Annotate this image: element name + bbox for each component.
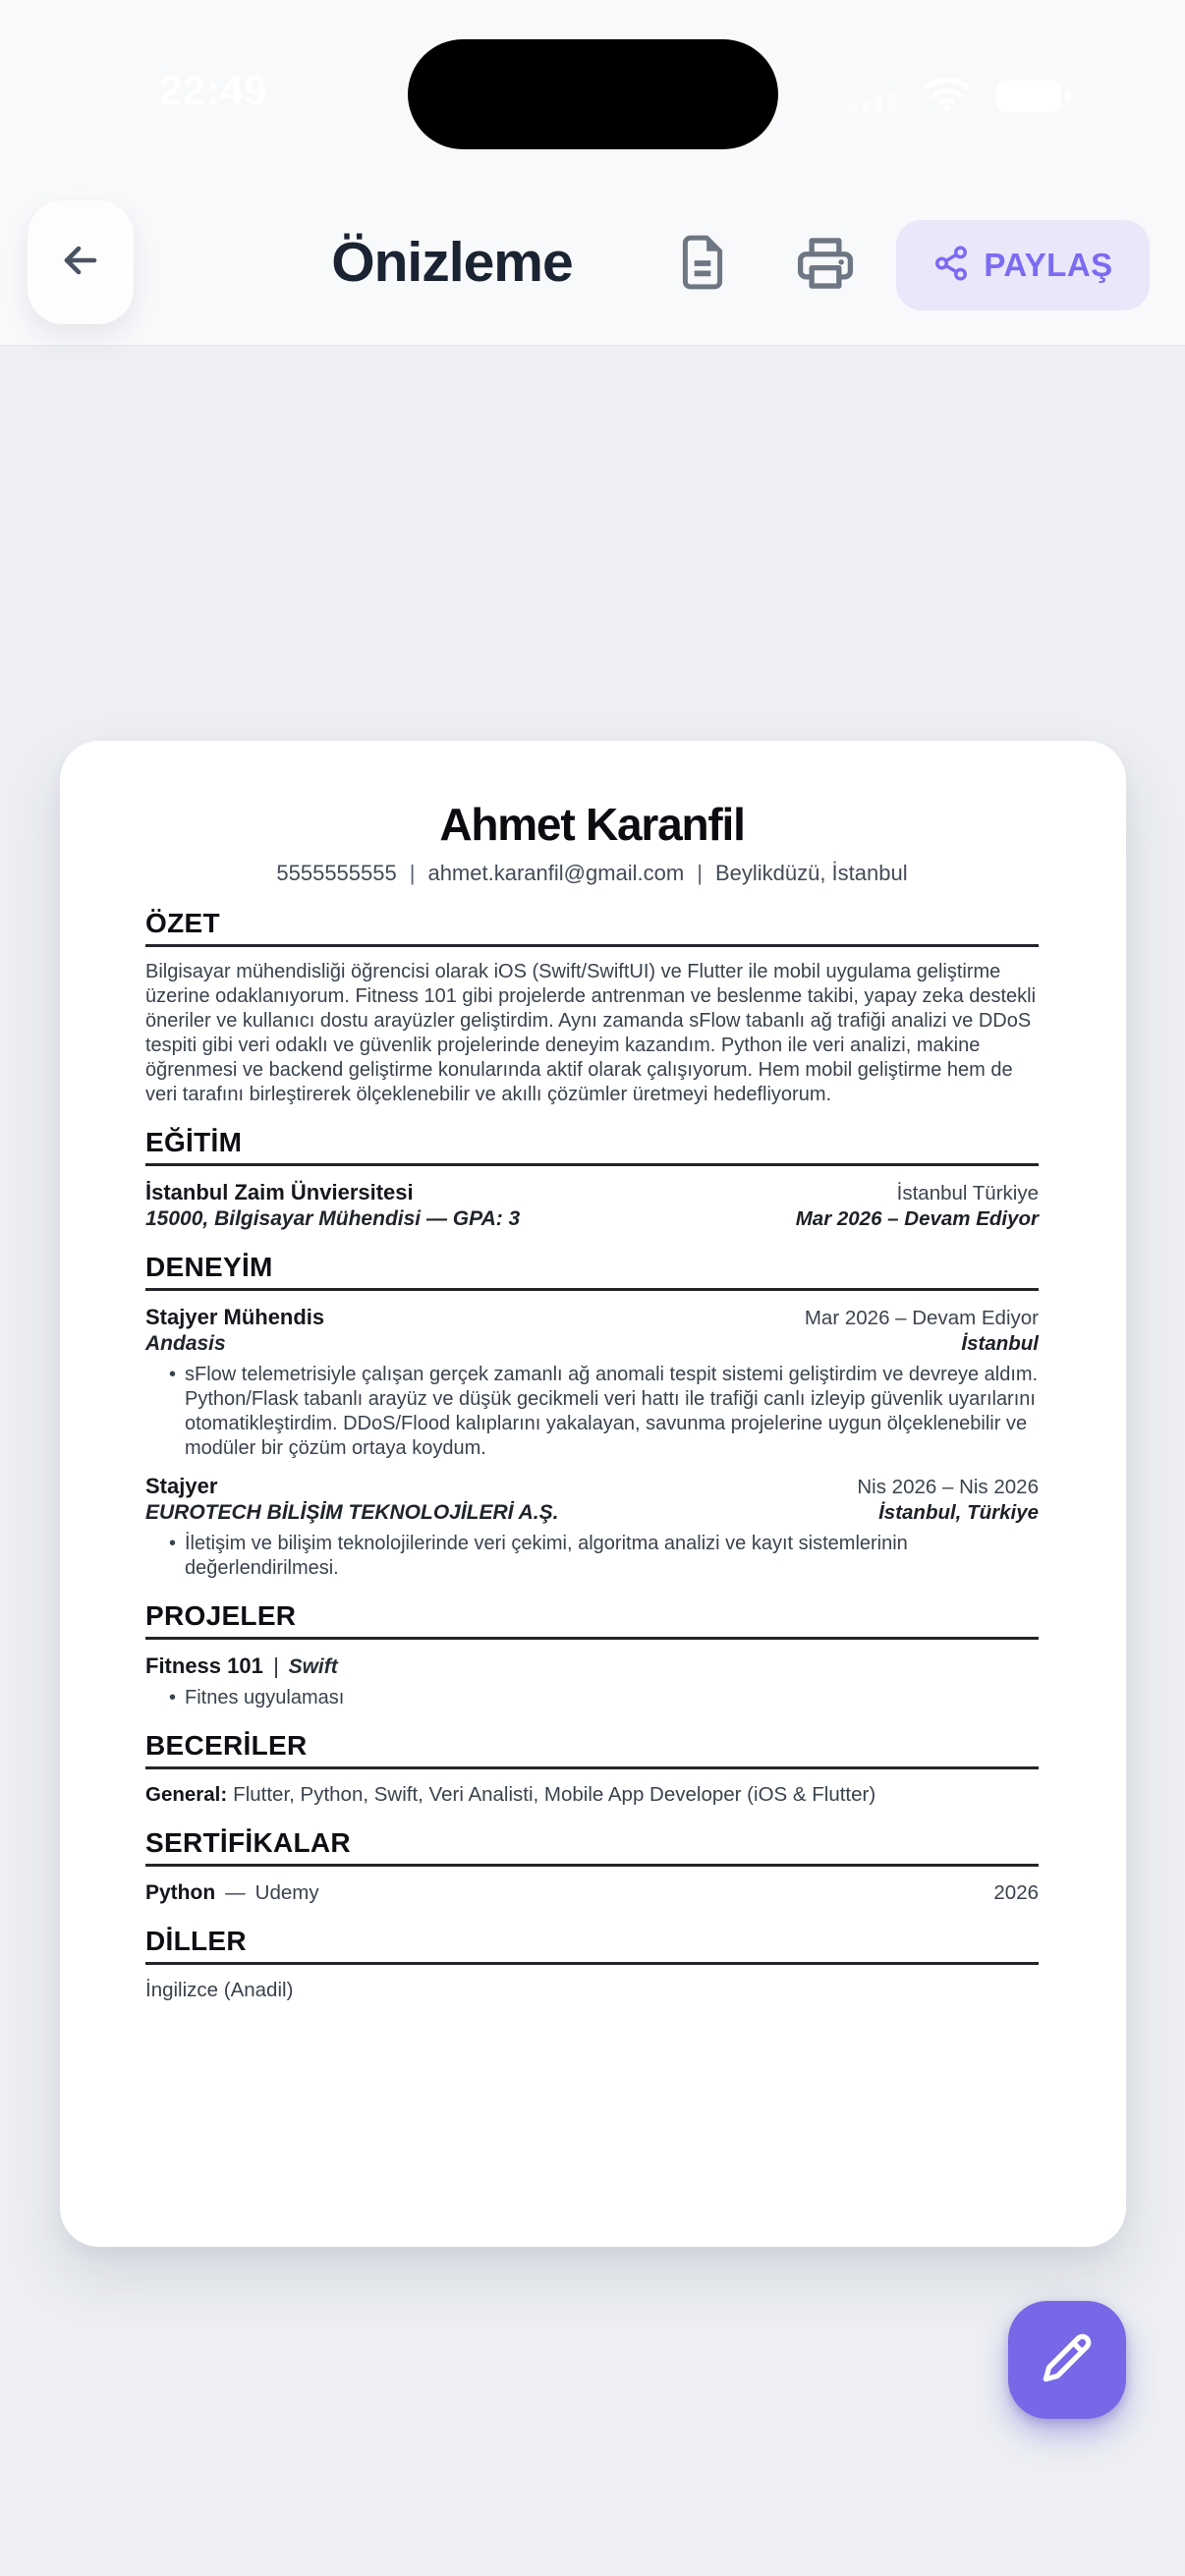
section-education (145, 1128, 1039, 1232)
battery-icon (996, 81, 1073, 112)
project-separator: | (272, 1653, 279, 1678)
section-languages (145, 1927, 1039, 2003)
dynamic-island (408, 39, 778, 149)
cellular-signal-icon (849, 86, 895, 112)
section-certificates-title: SERTİFİKALAR (145, 1828, 1039, 1867)
page-title: Önizleme (331, 231, 573, 294)
job-bullet: • sFlow telemetrisiyle çalışan gerçek zamanlı ağ anomali tespit sistemi geliştirdim ve devreye aldım. Python/Flask tabanlı arayüz ve düşük gecikmeli veri hattı ile trafiği canlı izleyip güvenlik uyarılarını otomatikleştirdim. DDoS/Flood kalıplarını yakalayan, savunma projelerine uygun ölçeklenebilir ve modüler bir çözüm ortaya koydum. (145, 1363, 1039, 1461)
summary-text: Bilgisayar mühendisliği öğrencisi olarak iOS (Swift/SwiftUI) ve Flutter ile mobil uygulama geliştirme üzerine odaklanıyorum. Fitness 101 gibi projelerde antrenman ve beslenme takibi, yapay zeka destekli öneriler ve kullanıcı dostu arayüzler geliştirdim. Aynı zamanda sFlow tabanlı ağ trafiği analizi ve DDoS tespiti gibi veri odaklı ve güvenlik projelerinde deneyim kazandım. Python ile veri analizi, makine öğrenmesi ve backend geliştirme konularında aktif olarak çalışıyorum. Hem mobil geliştirme hem de veri tarafını birleştirerek ölçeklenebilir ve akıllı çözümler üretmeyi hedefliyorum. (145, 961, 1037, 1105)
contact-separator: | (697, 861, 703, 885)
certificate-name: Python (145, 1881, 216, 1904)
certificate-year: 2026 (993, 1881, 1039, 1904)
language-entry: İngilizce (Anadil) (145, 1979, 294, 2001)
job-dates: Mar 2026 – Devam Ediyor (804, 1307, 1039, 1329)
document-icon (678, 234, 727, 296)
job-bullet: • İletişim ve bilişim teknolojilerinde veri çekimi, algoritma analizi ve kayıt sistemlerinin değerlendirilmesi. (145, 1532, 1039, 1581)
job-company: EUROTECH BİLİŞİM TEKNOLOJİLERİ A.Ş. (145, 1501, 559, 1524)
section-experience-title: DENEYİM (145, 1253, 1039, 1291)
share-button-label: PAYLAŞ (984, 247, 1113, 283)
edit-fab-button[interactable] (1008, 2301, 1126, 2419)
section-experience (145, 1253, 1039, 1581)
skills-label: General: (145, 1783, 228, 1806)
education-school: İstanbul Zaim Ünviersitesi (145, 1180, 414, 1204)
certificate-issuer: Udemy (254, 1881, 319, 1904)
resume-name: Ahmet Karanfil (439, 799, 745, 850)
section-education-title: EĞİTİM (145, 1128, 1039, 1166)
section-projects (145, 1601, 1039, 1710)
wifi-icon (924, 73, 971, 117)
job-dates: Nis 2026 – Nis 2026 (857, 1476, 1039, 1498)
status-and-header-bar (0, 0, 1185, 346)
project-title-row (145, 1652, 1039, 1680)
document-preview-button[interactable] (672, 232, 733, 297)
section-languages-title: DİLLER (145, 1927, 1039, 1965)
contact-location: Beylikdüzü, İstanbul (714, 861, 908, 885)
contact-email: ahmet.karanfil@gmail.com (427, 861, 685, 885)
printer-icon (796, 236, 855, 296)
section-skills-title: BECERİLER (145, 1731, 1039, 1769)
project-tech: Swift (288, 1655, 338, 1678)
section-summary (145, 909, 1039, 1107)
contact-separator: | (409, 861, 416, 885)
job-role: Stajyer (145, 1474, 218, 1498)
skills-text: Flutter, Python, Swift, Veri Analisti, Mobile App Developer (iOS & Flutter) (233, 1783, 876, 1806)
job-location: İstanbul, Türkiye (878, 1501, 1039, 1524)
contact-phone: 5555555555 (276, 861, 397, 885)
pencil-icon (1042, 2332, 1093, 2388)
share-icon (932, 245, 970, 287)
section-certificates (145, 1828, 1039, 1906)
section-skills (145, 1731, 1039, 1808)
job-company: Andasis (145, 1332, 226, 1355)
skills-line (145, 1782, 1039, 1808)
share-button[interactable] (896, 220, 1150, 310)
back-button[interactable] (28, 200, 134, 324)
project-name: Fitness 101 (145, 1653, 263, 1678)
arrow-left-icon (57, 237, 104, 289)
resume-contact (145, 859, 1039, 888)
job-role: Stajyer Mühendis (145, 1305, 325, 1329)
print-button[interactable] (790, 234, 861, 297)
section-summary-title: ÖZET (145, 909, 1039, 947)
education-location: İstanbul Türkiye (896, 1182, 1039, 1204)
experience-entry (145, 1473, 1039, 1581)
certificate-entry (145, 1880, 319, 1906)
resume-card (60, 741, 1126, 2247)
job-location: İstanbul (961, 1332, 1039, 1355)
certificate-separator: — (225, 1881, 246, 1904)
education-degree: 15000, Bilgisayar Mühendisi — GPA: 3 (145, 1207, 521, 1230)
section-projects-title: PROJELER (145, 1601, 1039, 1640)
project-bullet: • Fitnes ugyulaması (145, 1686, 1039, 1710)
status-time: 22:49 (159, 67, 267, 113)
experience-entry (145, 1304, 1039, 1461)
education-dates: Mar 2026 – Devam Ediyor (795, 1207, 1039, 1230)
